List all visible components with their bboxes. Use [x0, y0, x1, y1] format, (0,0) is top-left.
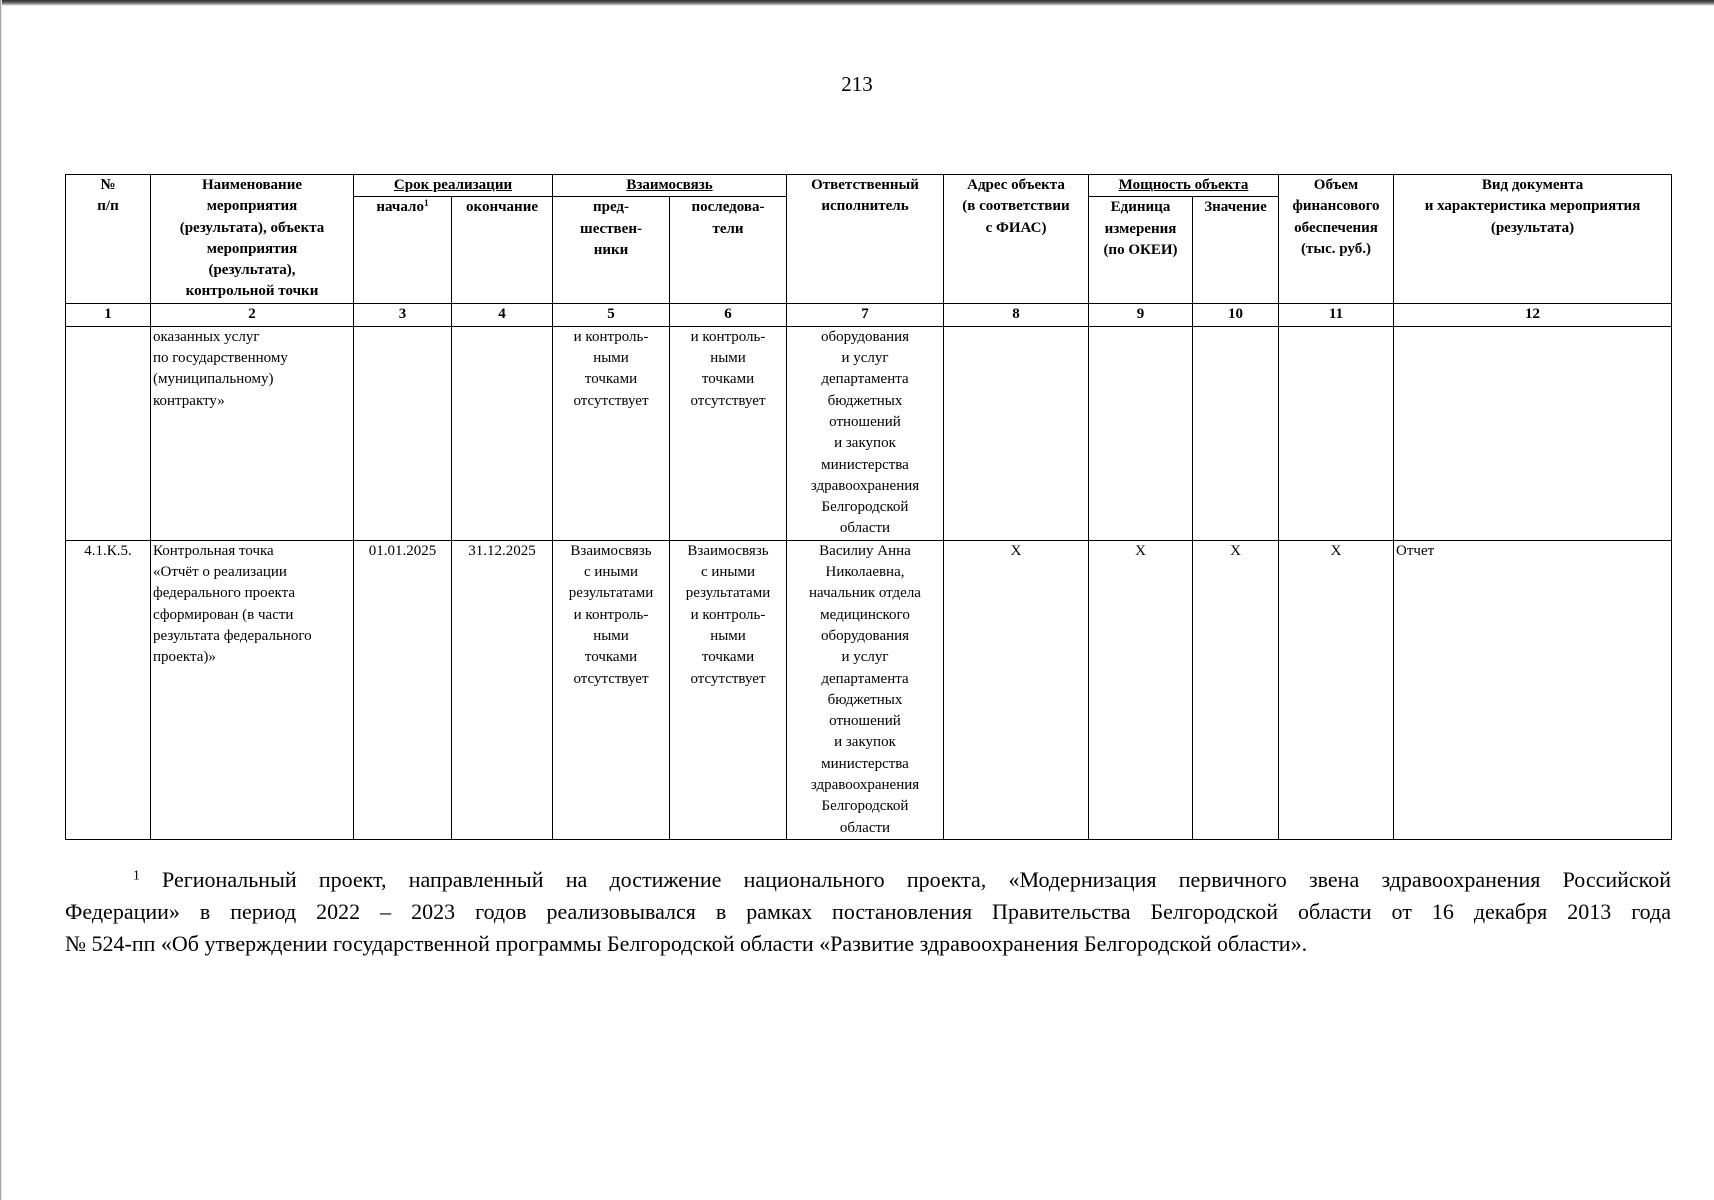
column-number: 4: [452, 303, 553, 326]
plan-table: [65, 174, 1672, 840]
column-number-row: [66, 303, 1672, 326]
row-document: Отчет: [1394, 540, 1672, 839]
row-value: [1193, 326, 1279, 540]
row-address: [944, 326, 1089, 540]
row-value: X: [1193, 540, 1279, 839]
header-start: начало$^1$: [354, 197, 452, 303]
footnote-marker: 1: [133, 867, 140, 883]
footnote-line: Федерации» в период 2022 – 2023 годов реализовывался в рамках постановления Правительства Белгородской области от 16 декабря 2013 года: [65, 899, 1671, 924]
row-unit: [1089, 326, 1193, 540]
row-successors: и контроль- ными точками отсутствует: [670, 326, 787, 540]
column-number: 8: [944, 303, 1089, 326]
page-number: 213: [841, 72, 873, 96]
column-number: 6: [670, 303, 787, 326]
row-executor: оборудования и услуг департамента бюджетных отношений и закупок министерства здравоохранения Белгородской области: [787, 326, 944, 540]
header-end: окончание: [452, 197, 553, 303]
row-document: [1394, 326, 1672, 540]
header-finance: Объем финансового обеспечения (тыс. руб.): [1279, 175, 1394, 304]
row-name: Контрольная точка «Отчёт о реализации федерального проекта сформирован (в части результата федерального проекта)»: [151, 540, 354, 839]
row-end: 31.12.2025: [452, 540, 553, 839]
row-start: [354, 326, 452, 540]
row-successors: Взаимосвязь с иными результатами и контроль- ными точками отсутствует: [670, 540, 787, 839]
row-finance: [1279, 326, 1394, 540]
scan-top-edge: [0, 0, 1714, 6]
column-number: 7: [787, 303, 944, 326]
column-number: 11: [1279, 303, 1394, 326]
column-number: 3: [354, 303, 452, 326]
header-executor: Ответственный исполнитель: [787, 175, 944, 304]
row-number: [66, 326, 151, 540]
table-row: [66, 540, 1672, 839]
header-predecessors: пред- шествен- ники: [553, 197, 670, 303]
footnote-line: № 524-пп «Об утверждении государственной программы Белгородской области «Развитие здравоохранения Белгородской области».: [65, 931, 1308, 956]
footnote: [65, 864, 1671, 960]
header-link-group: Взаимосвязь: [553, 175, 787, 197]
row-predecessors: и контроль- ными точками отсутствует: [553, 326, 670, 540]
table-row: [66, 326, 1672, 540]
row-unit: X: [1089, 540, 1193, 839]
row-finance: X: [1279, 540, 1394, 839]
footnote-line: $^1$ Региональный проект, направленный на достижение национального проекта, «Модернизация первичного звена здравоохранения Российской: [133, 867, 1672, 892]
row-name: оказанных услуг по государственному (муниципальному) контракту»: [151, 326, 354, 540]
header-address: Адрес объекта (в соответствии с ФИАС): [944, 175, 1089, 304]
row-end: [452, 326, 553, 540]
row-address: X: [944, 540, 1089, 839]
header-unit: Единица измерения (по ОКЕИ): [1089, 197, 1193, 303]
header-successors: последова- тели: [670, 197, 787, 303]
column-number: 10: [1193, 303, 1279, 326]
row-executor: Василиу Анна Николаевна, начальник отдела медицинского оборудования и услуг департамента бюджетных отношений и закупок министерства здравоохранения Белгородской области: [787, 540, 944, 839]
scan-left-edge: [0, 0, 2, 1200]
column-number: 5: [553, 303, 670, 326]
header-value: Значение: [1193, 197, 1279, 303]
row-number: 4.1.К.5.: [66, 540, 151, 839]
row-predecessors: Взаимосвязь с иными результатами и контроль- ными точками отсутствует: [553, 540, 670, 839]
header-name: Наименование мероприятия (результата), объекта мероприятия (результата), контрольной точки: [151, 175, 354, 304]
column-number: 2: [151, 303, 354, 326]
column-number: 1: [66, 303, 151, 326]
column-number: 9: [1089, 303, 1193, 326]
header-number: № п/п: [66, 175, 151, 304]
column-number: 12: [1394, 303, 1672, 326]
row-start: 01.01.2025: [354, 540, 452, 839]
header-document: Вид документа и характеристика мероприятия (результата): [1394, 175, 1672, 304]
header-term-group: Срок реализации: [354, 175, 553, 197]
header-power-group: Мощность объекта: [1089, 175, 1279, 197]
